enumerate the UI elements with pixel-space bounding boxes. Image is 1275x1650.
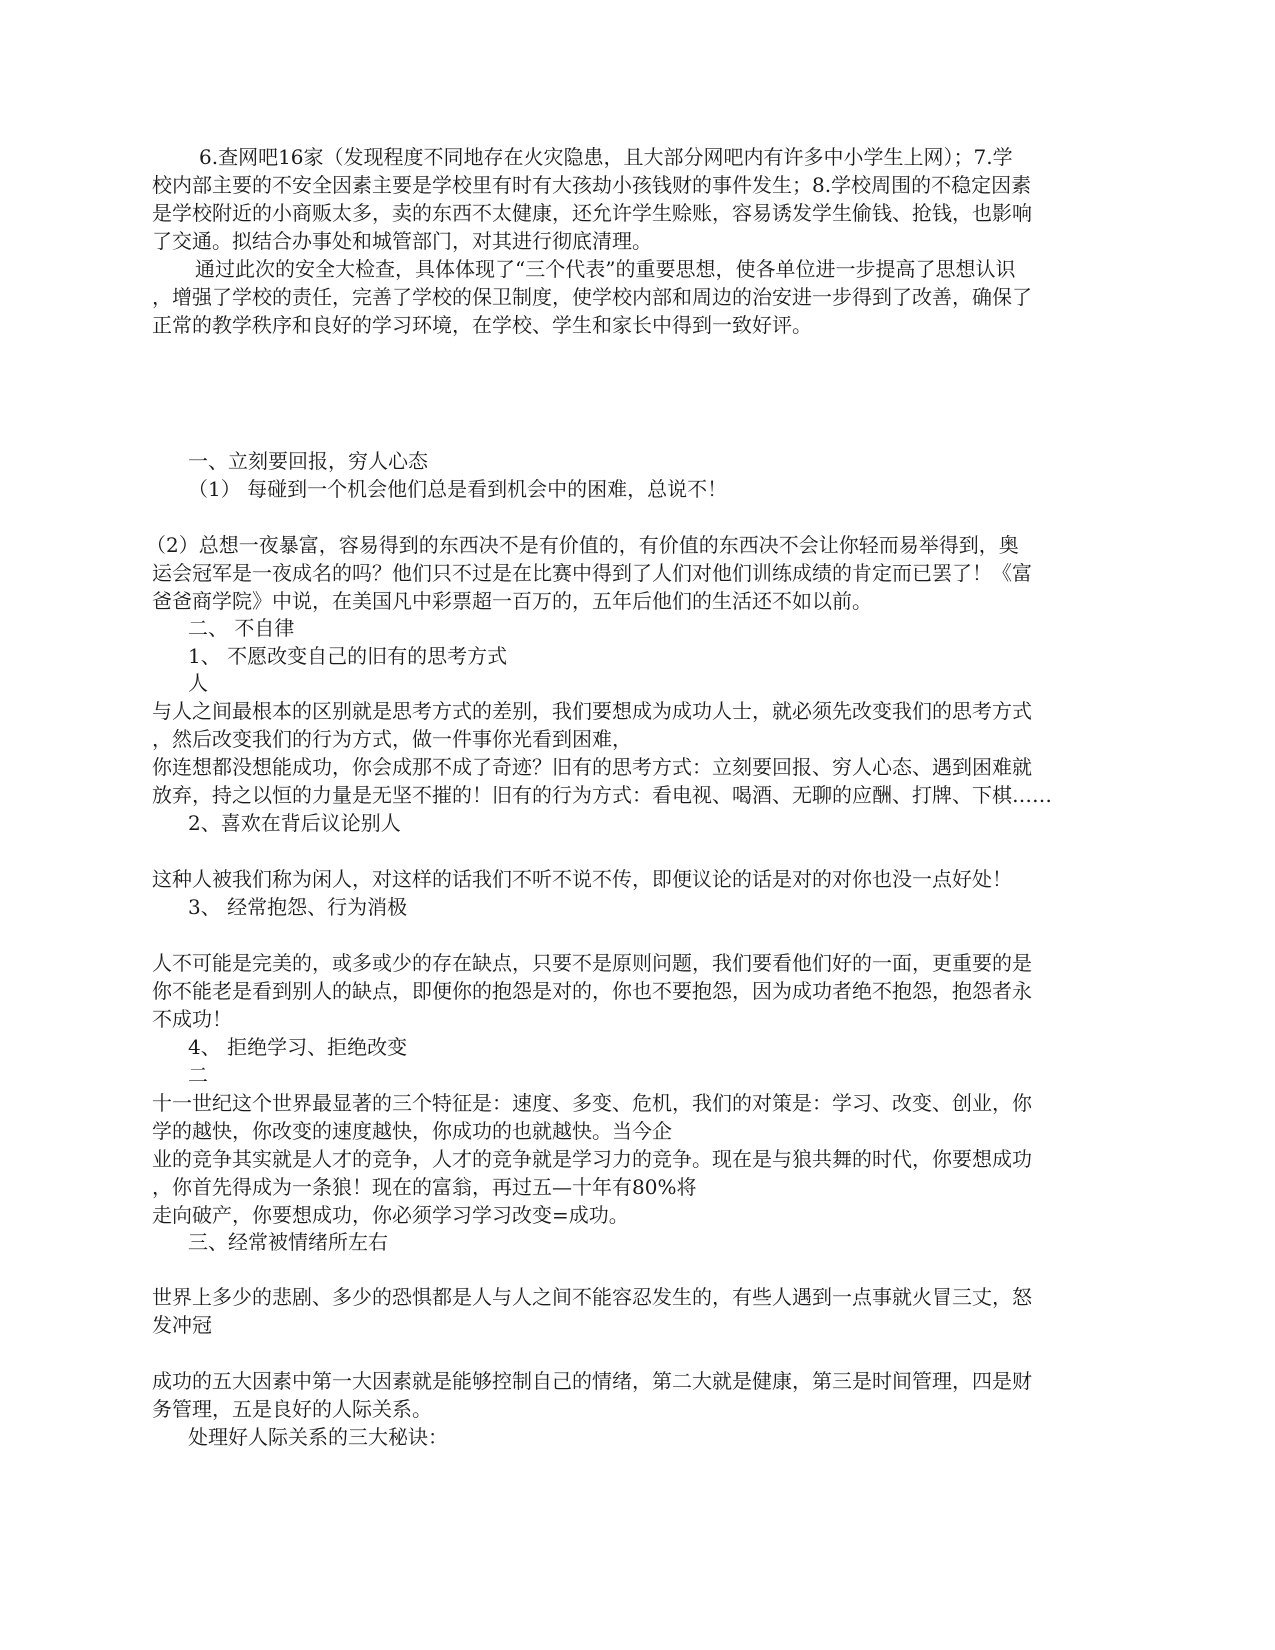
paragraph-line: 这种人被我们称为闲人，对这样的话我们不听不说不传，即便议论的话是对的对你也没一点好处！ — [152, 867, 1012, 891]
paragraph-line: 正常的教学秩序和良好的学习环境，在学校、学生和家长中得到一致好评。 — [152, 313, 812, 337]
paragraph-line: 校内部主要的不安全因素主要是学校里有时有大孩劫小孩钱财的事件发生；8.学校周围的不稳定因素 — [152, 173, 1032, 197]
paragraph-line: 二 — [188, 1063, 208, 1087]
paragraph-line: 你不能老是看到别人的缺点，即便你的抱怨是对的，你也不要抱怨，因为成功者绝不抱怨，抱怨者永 — [152, 979, 1032, 1003]
section-heading: 三、经常被情绪所左右 — [188, 1230, 388, 1254]
subheading: 2、喜欢在背后议论别人 — [188, 811, 401, 835]
paragraph-line: 处理好人际关系的三大秘诀： — [188, 1425, 448, 1449]
paragraph-line: 爸爸商学院》中说，在美国凡中彩票超一百万的，五年后他们的生活还不如以前。 — [152, 589, 872, 613]
paragraph-line: 发冲冠 — [152, 1313, 212, 1337]
paragraph-line: 运会冠军是一夜成名的吗？他们只不过是在比赛中得到了人们对他们训练成绩的肯定而已罢了！《富 — [152, 561, 1032, 585]
paragraph-line: ，然后改变我们的行为方式，做一件事你光看到困难， — [152, 727, 632, 751]
paragraph-line: ，你首先得成为一条狼！现在的富翁，再过五—十年有80%将 — [152, 1175, 697, 1199]
paragraph-line: 十一世纪这个世界最显著的三个特征是：速度、多变、危机，我们的对策是：学习、改变、创业，你 — [152, 1091, 1032, 1115]
paragraph-line: 与人之间最根本的区别就是思考方式的差别，我们要想成为成功人士，就必须先改变我们的思考方式 — [152, 699, 1032, 723]
paragraph-line: 业的竞争其实就是人才的竞争，人才的竞争就是学习力的竞争。现在是与狼共舞的时代，你要想成功 — [152, 1147, 1032, 1171]
paragraph-line: 人 — [188, 671, 208, 695]
subheading: 1、 不愿改变自己的旧有的思考方式 — [188, 644, 508, 668]
paragraph-line: 走向破产，你要想成功，你必须学习学习改变=成功。 — [152, 1203, 629, 1227]
paragraph-line: 不成功！ — [152, 1007, 232, 1031]
subheading: 3、 经常抱怨、行为消极 — [188, 895, 408, 919]
paragraph-line: 通过此次的安全大检查，具体体现了“三个代表”的重要思想，使各单位进一步提高了思想认识 — [195, 257, 1016, 281]
paragraph-line: 成功的五大因素中第一大因素就是能够控制自己的情绪，第二大就是健康，第三是时间管理，四是财 — [152, 1369, 1032, 1393]
paragraph-line: 6.查网吧16家（发现程度不同地存在火灾隐患，且大部分网吧内有许多中小学生上网）；7.学 — [199, 145, 1013, 169]
paragraph-line: 学的越快，你改变的速度越快，你成功的也就越快。当今企 — [152, 1119, 672, 1143]
paragraph-line: 放弃，持之以恒的力量是无坚不摧的！旧有的行为方式：看电视、喝酒、无聊的应酬、打牌、下棋…… — [152, 783, 1052, 807]
section-heading: 二、 不自律 — [188, 616, 295, 640]
paragraph-line: 了交通。拟结合办事处和城管部门，对其进行彻底清理。 — [152, 229, 652, 253]
section-heading: 一、立刻要回报，穷人心态 — [188, 449, 428, 473]
paragraph-line: 世界上多少的悲剧、多少的恐惧都是人与人之间不能容忍发生的，有些人遇到一点事就火冒三丈，怒 — [152, 1285, 1032, 1309]
paragraph-line: 你连想都没想能成功，你会成那不成了奇迹？旧有的思考方式：立刻要回报、穷人心态、遇到困难就 — [152, 755, 1032, 779]
paragraph-line: （1） 每碰到一个机会他们总是看到机会中的困难，总说不！ — [188, 477, 728, 501]
paragraph-line: （2）总想一夜暴富，容易得到的东西决不是有价值的，有价值的东西决不会让你轻而易举得到，奥 — [146, 533, 1019, 557]
paragraph-line: ，增强了学校的责任，完善了学校的保卫制度，使学校内部和周边的治安进一步得到了改善，确保了 — [152, 285, 1032, 309]
subheading: 4、 拒绝学习、拒绝改变 — [188, 1035, 408, 1059]
paragraph-line: 人不可能是完美的，或多或少的存在缺点，只要不是原则问题，我们要看他们好的一面，更重要的是 — [152, 951, 1032, 975]
paragraph-line: 是学校附近的小商贩太多，卖的东西不太健康，还允许学生赊账，容易诱发学生偷钱、抢钱，也影响 — [152, 201, 1032, 225]
paragraph-line: 务管理，五是良好的人际关系。 — [152, 1397, 432, 1421]
